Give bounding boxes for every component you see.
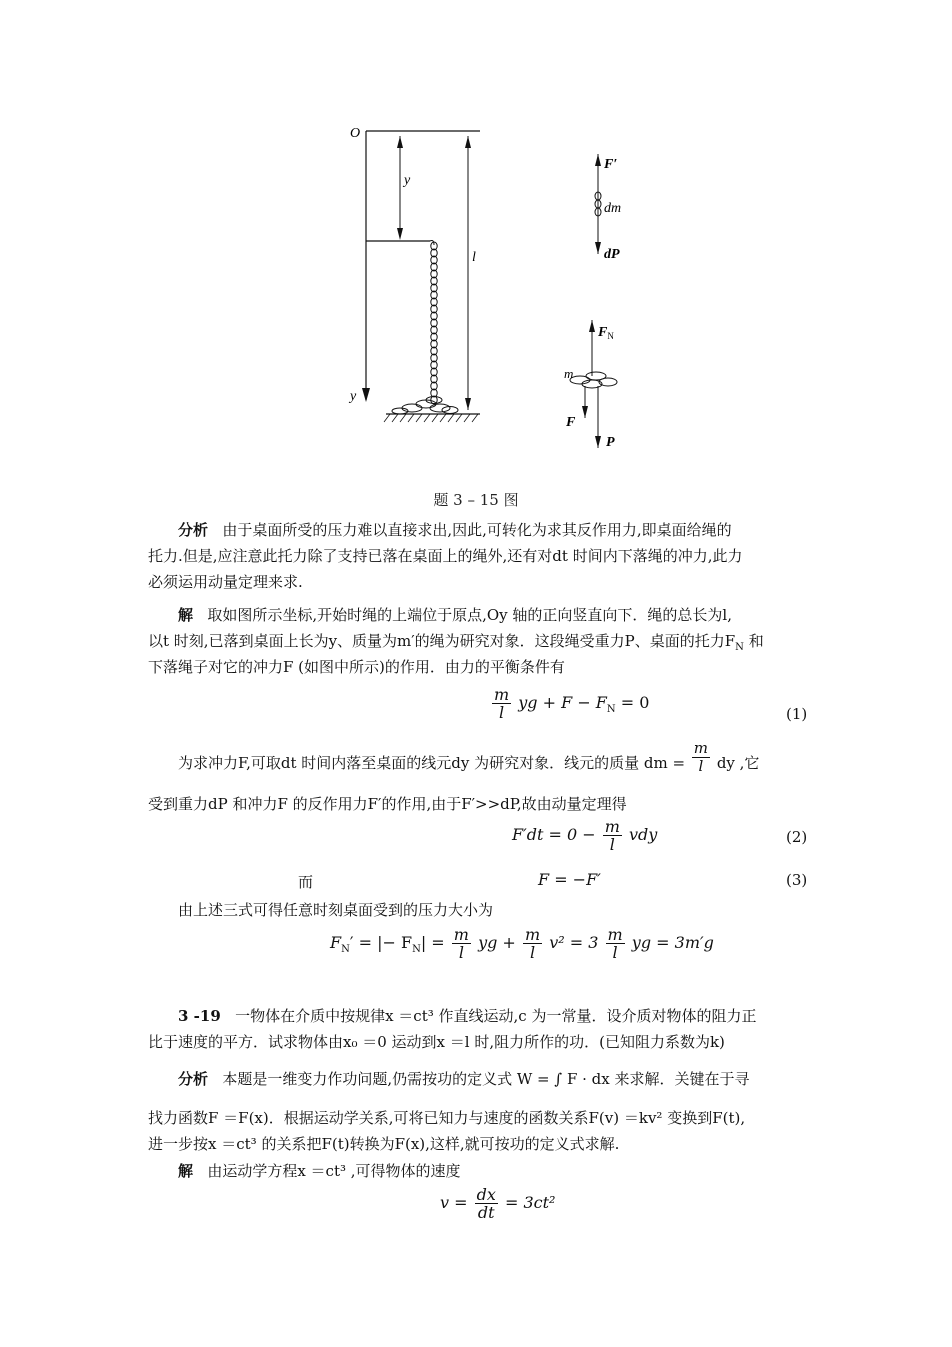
analysis1-head: 分析 [178,521,209,539]
solution1-line4: 为求冲力F,可取dt 时间内落至桌面的线元dy 为研究对象．线元的质量 dm = $\frac{m}{l}$ dy ,它 [178,738,760,775]
solution1-text2: 以t 时刻,已落到桌面上长为y、质量为m′的绳为研究对象．这段绳受重力P、桌面的托力F [148,632,736,650]
solution1-line1 [178,604,813,626]
analysis1-line1 [178,519,813,541]
label-y-top: y [404,173,411,188]
problem-number: 3 -19 [178,1007,221,1025]
label-y-axis: y [350,389,357,404]
figure-rope-falling [330,118,650,468]
word-er: 而 [298,873,314,891]
analysis2-head: 分析 [178,1070,209,1088]
solution2-text1: 由运动学方程x ＝ct³ ,可得物体的速度 [207,1162,461,1180]
solution1-text2-end: 和 [743,632,764,650]
label-m: m [564,366,574,381]
equation-1: $\frac{m}{l}$ yg + $F - F_N = 0$ [494,685,650,722]
analysis2-line2: 找力函数F ＝F(x)．根据运动学关系,可将已知力与速度的函数关系F(v) ＝kv² 变换到F(t), [148,1109,746,1127]
label-P: P [606,435,615,450]
analysis2-text1: 本题是一维变力作功问题,仍需按功的定义式 W = ∫ F · dx 来求解．关键在于寻 [222,1070,750,1088]
label-dm: dm [604,201,622,216]
solution1-line2 [148,630,813,659]
solution1-text1: 取如图所示坐标,开始时绳的上端位于原点,Oy 轴的正向竖直向下．绳的总长为l, [207,606,732,624]
solution1-head: 解 [178,606,194,624]
equation-1-number: (1) [786,705,808,723]
equation-4: $F_N'$ = |− $F_N|$ = $\frac{m}{l}$ yg + $\frac{m}{l}$ v² = 3 $\frac{m}{l}$ yg = 3m′g [330,925,714,962]
solution1-line5: 受到重力dP 和冲力F 的反作用力F′的作用,由于F′>>dP,故由动量定理得 [148,795,627,813]
solution2-line1 [178,1160,813,1182]
analysis2-line3: 进一步按x ＝ct³ 的关系把F(t)转换为F(x),这样,就可按功的定义式求解. [148,1135,620,1153]
solution1-line6: 由上述三式可得任意时刻桌面受到的压力大小为 [178,901,494,919]
figure-caption: 题 3 – 15 图 [433,491,519,509]
solution2-head: 解 [178,1162,194,1180]
rope-chain [430,241,437,405]
equation-3: F = −F′ [538,870,601,889]
solution1-sub-N: N [735,642,744,653]
label-dP: dP [604,247,620,262]
label-F-prime: F′ [604,157,618,172]
equation-velocity: v = $\frac{dx}{dt}$ = 3ct² [440,1185,556,1222]
label-l: l [472,250,476,265]
rope-pile [392,397,458,415]
equation-3-number: (3) [786,871,808,889]
label-O: O [350,126,361,141]
label-FN: $F_N$ [598,325,614,341]
problem-line2: 比于速度的平方．试求物体由x₀ ＝0 运动到x ＝l 时,阻力所作的功．(已知阻力系数为k) [148,1033,725,1051]
solution1-line3: 下落绳子对它的冲力F (如图中所示)的作用．由力的平衡条件有 [148,658,565,676]
analysis1-line2: 托力.但是,应注意此托力除了支持已落在桌面上的绳外,还有对dt 时间内下落绳的冲力,此力 [148,547,743,565]
label-F: F [566,415,576,430]
problem-text1: 一物体在介质中按规律x ＝ct³ 作直线运动,c 为一常量．设介质对物体的阻力正 [235,1007,757,1025]
analysis2-line1 [178,1068,813,1090]
problem-line1 [178,1005,813,1027]
equation-2: F′dt = 0 − $\frac{m}{l}$ vdy [512,817,658,854]
analysis1-text1: 由于桌面所受的压力难以直接求出,因此,可转化为求其反作用力,即桌面给绳的 [222,521,732,539]
equation-2-number: (2) [786,828,808,846]
analysis1-line3: 必须运用动量定理来求. [148,573,303,591]
